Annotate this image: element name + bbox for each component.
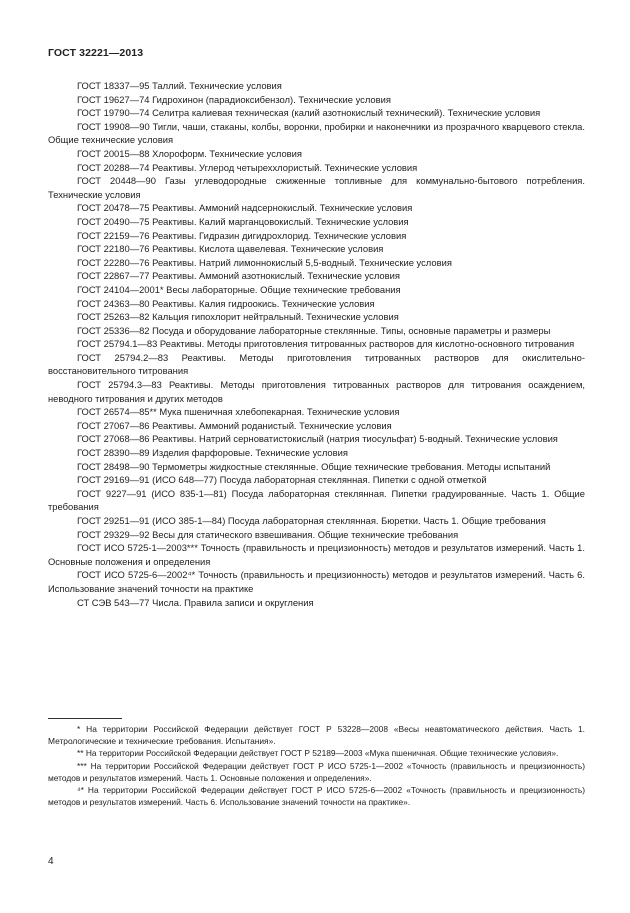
footnote-separator — [48, 718, 122, 719]
reference-item: ГОСТ 29251—91 (ИСО 385-1—84) Посуда лабораторная стеклянная. Бюретки. Часть 1. Общие требования — [77, 515, 546, 526]
footnote-item: ** На территории Российской Федерации действует ГОСТ Р 52189—2003 «Мука пшеничная. Общие технические условия». — [77, 748, 559, 759]
reference-item: ГОСТ 22867—77 Реактивы. Аммоний азотнокислый. Технические условия — [77, 270, 400, 282]
reference-item: ГОСТ 27068—86 Реактивы. Натрий серноватистокислый (натрия тиосульфат) 5-водный. Технические условия — [77, 433, 558, 445]
reference-item: ГОСТ 20448—90 Газы углеводородные сжиженные топливные для коммунально-бытового потребления. Технические условия — [48, 175, 585, 200]
reference-item: ГОСТ 19908—90 Тигли, чаши, стаканы, колбы, воронки, пробирки и наконечники из прозрачного кварцевого стекла. Общие технические условия — [48, 120, 585, 146]
reference-item: ГОСТ 29169—91 (ИСО 648—77) Посуда лабораторная стеклянная. Пипетки с одной отметкой — [77, 474, 487, 486]
reference-item: ГОСТ 24104—2001* Весы лабораторные. Общие технические требования — [77, 283, 401, 295]
reference-item: ГОСТ 29329—92 Весы для статического взвешивания. Общие технические требования — [77, 528, 459, 540]
reference-item: ГОСТ ИСО 5725-6—2002⁴* Точность (правильность и прецизионность) методов и результатов измерений. Часть 6. Использование значений точности на практике — [48, 569, 585, 594]
reference-item: ГОСТ 19790—74 Селитра калиевая техническая (калий азотнокислый технический). Технические условия — [77, 107, 541, 119]
reference-item: ГОСТ 22159—76 Реактивы. Гидразин дигидрохлорид. Технические условия — [77, 229, 407, 241]
reference-item: ГОСТ 9227—91 (ИСО 835-1—81) Посуда лабораторная стеклянная. Пипетки градуированные. Часть 1. Общие требования — [48, 487, 585, 513]
reference-item: ГОСТ 20288—74 Реактивы. Углерод четыреххлористый. Технические условия — [77, 161, 418, 173]
reference-item: ГОСТ 26574—85** Мука пшеничная хлебопекарная. Технические условия — [77, 406, 400, 418]
reference-item: ГОСТ 19627—74 Гидрохинон (парадиоксибензол). Технические условия — [77, 93, 391, 105]
reference-item: ГОСТ 20015—88 Хлороформ. Технические условия — [77, 147, 302, 159]
reference-item: ГОСТ 25794.3—83 Реактивы. Методы приготовления титрованных растворов для титрования осаждением, неводного титрования и других методов — [48, 379, 585, 404]
reference-item: ГОСТ 25794.2—83 Реактивы. Методы приготовления титрованных растворов для окислительно-восстановительного титрования — [48, 351, 585, 377]
reference-item: ГОСТ 22280—76 Реактивы. Натрий лимоннокислый 5,5-водный. Технические условия — [77, 256, 452, 268]
reference-item: ГОСТ 18337—95 Таллий. Технические условия — [77, 80, 282, 91]
reference-item: ГОСТ 25794.1—83 Реактивы. Методы приготовления титрованных растворов для кислотно-основного титрования — [77, 338, 575, 350]
reference-item: ГОСТ 20478—75 Реактивы. Аммоний надсернокислый. Технические условия — [77, 202, 413, 214]
page-number: 4 — [48, 856, 54, 867]
normative-references-list — [48, 79, 585, 609]
reference-item: ГОСТ 22180—76 Реактивы. Кислота щавелевая. Технические условия — [77, 243, 384, 255]
reference-item: ГОСТ 28498—90 Термометры жидкостные стеклянные. Общие технические требования. Методы испытаний — [77, 460, 551, 472]
reference-item: ГОСТ 27067—86 Реактивы. Аммоний роданистый. Технические условия — [77, 419, 392, 431]
reference-item: ГОСТ ИСО 5725-1—2003*** Точность (правильность и прецизионность) методов и результатов измерений. Часть 1. Основные положения и определения — [48, 542, 585, 567]
reference-item: СТ СЭВ 543—77 Числа. Правила записи и округления — [77, 596, 314, 608]
footnote-item: ⁴* На территории Российской Федерации действует ГОСТ Р ИСО 5725-6—2002 «Точность (правильность и прецизионность) методов и результатов измерений. Часть 6. Использование значений точности на практике». — [48, 785, 585, 808]
reference-item: ГОСТ 25336—82 Посуда и оборудование лабораторные стеклянные. Типы, основные параметры и размеры — [77, 324, 551, 336]
reference-item: ГОСТ 24363—80 Реактивы. Калия гидроокись. Технические условия — [77, 297, 375, 309]
footnote-item: *** На территории Российской Федерации действует ГОСТ Р ИСО 5725-1—2002 «Точность (правильность и прецизионность) методов и результатов измерений. Часть 1. Основные положения и определения». — [48, 760, 585, 783]
reference-item: ГОСТ 28390—89 Изделия фарфоровые. Технические условия — [77, 447, 348, 459]
reference-item: ГОСТ 25263—82 Кальция гипохлорит нейтральный. Технические условия — [77, 311, 399, 323]
document-header: ГОСТ 32221—2013 — [48, 47, 144, 59]
footnotes — [48, 723, 585, 808]
reference-item: ГОСТ 20490—75 Реактивы. Калий марганцовокислый. Технические условия — [77, 215, 409, 227]
footnote-item: * На территории Российской Федерации действует ГОСТ Р 53228—2008 «Весы неавтоматического действия. Часть 1. Метрологические и технические требования. Испытания». — [48, 724, 585, 747]
